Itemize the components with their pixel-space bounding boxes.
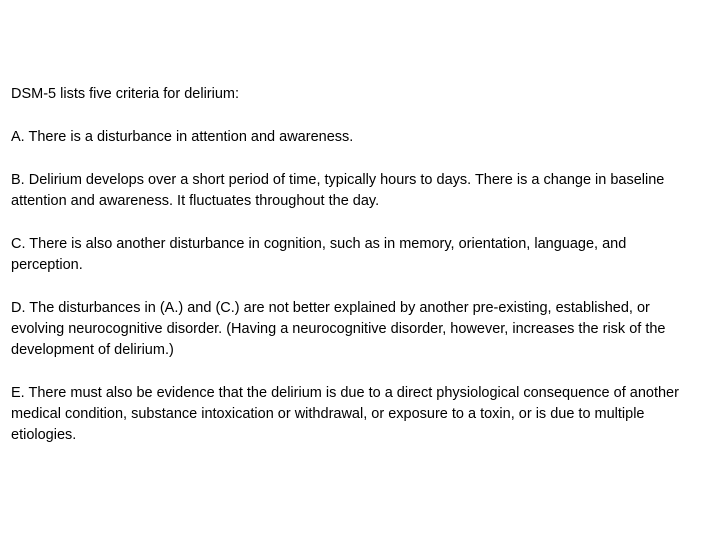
criteria-text-block <box>11 84 701 468</box>
intro-text: DSM-5 lists five criteria for delirium: <box>11 86 240 102</box>
criterion-d: D. The disturbances in (A.) and (C.) are not better explained by another pre-existing, established, or evolving neurocognitive disorder. (Having a neurocognitive disorder, however, increases the risk of the development of delirium.) <box>11 300 666 358</box>
criterion-e: E. There must also be evidence that the delirium is due to a direct physiological consequence of another medical condition, substance intoxication or withdrawal, or exposure to a toxin, or is due to multiple etiologies. <box>11 385 679 443</box>
criterion-b: B. Delirium develops over a short period of time, typically hours to days. There is a change in baseline attention and awareness. It fluctuates throughout the day. <box>11 172 665 209</box>
criterion-c: C. There is also another disturbance in cognition, such as in memory, orientation, language, and perception. <box>11 236 627 273</box>
criterion-a: A. There is a disturbance in attention and awareness. <box>11 129 354 145</box>
